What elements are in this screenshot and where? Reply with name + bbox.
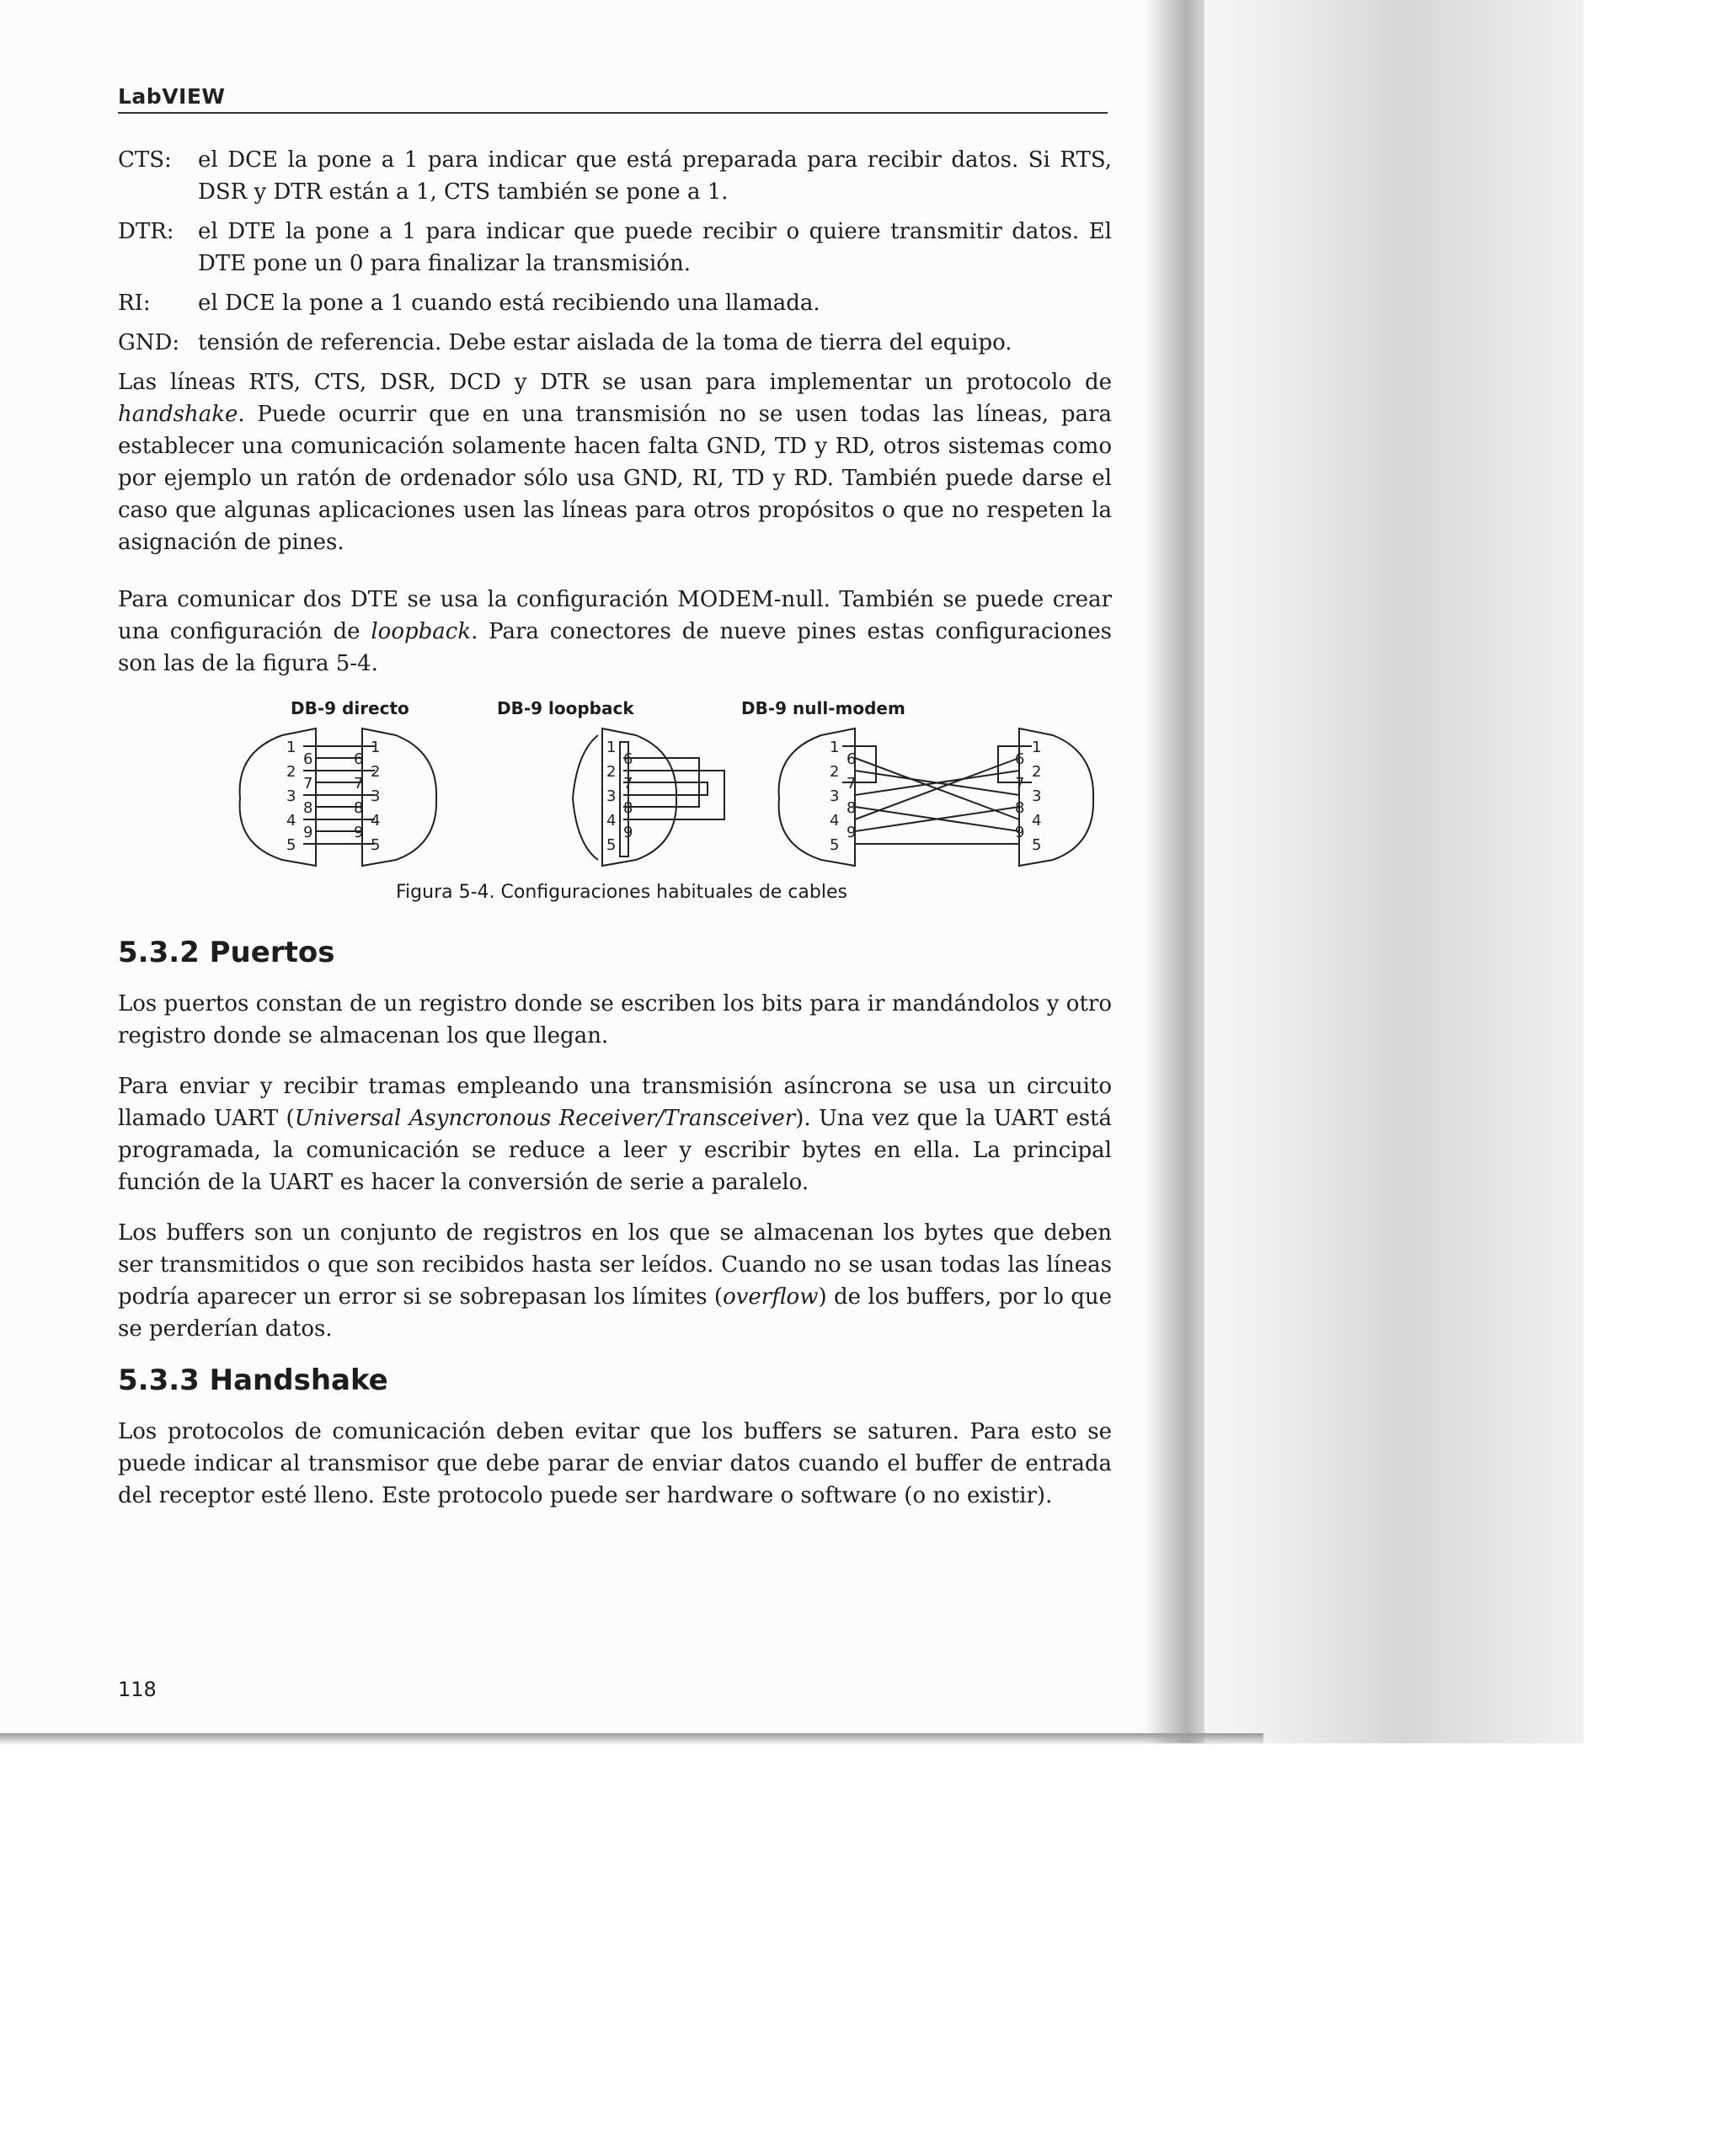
definition-term: RI:: [118, 291, 151, 316]
definition-text: tensión de referencia. Debe estar aislada de la toma de tierra del equipo.: [198, 330, 1012, 355]
pin-label: 9: [354, 824, 364, 841]
pin-label: 6: [846, 750, 857, 768]
paragraph-handshake-lines: [118, 366, 1112, 558]
text-run: . Para conectores de nueve pines estas configuraciones son las de la figura 5-4.: [118, 619, 1112, 676]
connector-right-null-modem: [1019, 728, 1093, 866]
cable-diagrams-svg: [118, 718, 1112, 899]
pin-label: 6: [303, 750, 313, 768]
text-run: Las líneas RTS, CTS, DSR, DCD y DTR se usan para implementar un protocolo de: [118, 370, 1112, 395]
heading-puertos: 5.3.2 Puertos: [118, 936, 335, 969]
text-run: Los buffers son un conjunto de registros en los que se almacenan los bytes que deben ser transmitidos o que son recibidos hasta ser leídos. Cuando no se usan todas las líneas podría aparecer un error si se sobrepasan los límites (: [118, 1220, 1112, 1310]
pin-label: 4: [371, 812, 381, 830]
pin-label: 1: [371, 739, 381, 756]
pin-label: 4: [830, 812, 840, 830]
emphasis: Universal Asyncronous Receiver/Transceiver: [294, 1106, 796, 1131]
label-db9-directo: DB-9 directo: [291, 698, 409, 718]
pin-label: 2: [371, 763, 381, 781]
signal-definitions: [118, 144, 1112, 359]
emphasis: loopback: [371, 619, 472, 644]
pin-label: 3: [606, 787, 617, 805]
pin-label: 6: [354, 750, 364, 768]
pin-label: 8: [1015, 799, 1025, 817]
paragraph-handshake: Los protocolos de comunicación deben evitar que los buffers se saturen. Para esto se puede indicar al transmisor que debe parar de enviar datos cuando el buffer de entrada del receptor esté lleno. Este protocolo puede ser hardware o software (o no existir).: [118, 1419, 1112, 1508]
pin-label: 7: [303, 775, 313, 792]
definition-term: DTR:: [118, 219, 174, 244]
text-run: Para enviar y recibir tramas empleando una transmisión asíncrona se usa un circuito llamado UART (: [118, 1074, 1112, 1131]
label-db9-loopback: DB-9 loopback: [497, 698, 634, 718]
pin-label: 4: [286, 812, 296, 830]
figure-caption: Figura 5-4. Configuraciones habituales de cables: [396, 882, 847, 903]
pin-label: 5: [606, 836, 617, 854]
pin-label: 3: [1032, 787, 1042, 805]
connector-left-null-modem: [779, 728, 855, 866]
pin-label: 7: [623, 775, 633, 792]
connector-left-directo: [240, 728, 316, 866]
pin-label: 5: [371, 836, 381, 854]
definition-text: el DTE la pone a 1 para indicar que puede recibir o quiere transmitir datos. El DTE pone un 0 para finalizar la transmisión.: [198, 219, 1112, 276]
paragraph-puertos-uart: [118, 1070, 1112, 1198]
pin-label: 2: [286, 763, 296, 781]
page-content: [118, 84, 1112, 1530]
pin-label: 2: [1032, 763, 1042, 781]
pin-label: 8: [623, 799, 633, 817]
pin-label: 3: [286, 787, 296, 805]
pin-label: 9: [623, 824, 633, 841]
definition-text: el DCE la pone a 1 cuando está recibiendo una llamada.: [198, 291, 820, 316]
pin-label: 4: [1032, 812, 1042, 830]
pin-label: 4: [606, 812, 617, 830]
pin-label: 2: [830, 763, 840, 781]
paragraph-modem-null: [118, 584, 1112, 680]
pin-label: 7: [1015, 775, 1025, 792]
definition-ri: [118, 287, 1112, 319]
emphasis: handshake: [118, 402, 238, 427]
pin-label: 2: [606, 763, 617, 781]
definition-term: GND:: [118, 330, 180, 355]
pin-label: 1: [830, 739, 840, 756]
emphasis: overflow: [723, 1284, 819, 1310]
pin-label: 9: [846, 824, 857, 841]
page-number: 118: [118, 1678, 157, 1701]
pin-label: 8: [846, 799, 857, 817]
paragraph-puertos-buffers: [118, 1217, 1112, 1345]
pin-label: 3: [830, 787, 840, 805]
pin-label: 7: [354, 775, 364, 792]
pin-label: 1: [606, 739, 617, 756]
pin-label: 1: [286, 739, 296, 756]
pin-label: 9: [303, 824, 313, 841]
pin-label: 5: [1032, 836, 1042, 854]
text-run: ) de los buffers, por lo que se perderían datos.: [118, 1284, 1112, 1342]
label-db9-null-modem: DB-9 null-modem: [741, 698, 905, 718]
paper-bottom-edge: [0, 1733, 1263, 1745]
pin-label: 5: [286, 836, 296, 854]
running-head: LabVIEW: [118, 84, 1108, 114]
text-run: . Puede ocurrir que en una transmisión no se usen todas las líneas, para establecer una comunicación solamente hacen falta GND, TD y RD, otros sistemas como por ejemplo un ratón de ordenador sólo usa GND, RI, TD y RD. También puede darse el caso que algunas aplicaciones usen las líneas para otros propósitos o que no respeten la asignación de pines.: [118, 402, 1112, 555]
paragraph-puertos-1: Los puertos constan de un registro donde se escriben los bits para ir mandándolos y otro registro donde se almacenan los que llegan.: [118, 991, 1112, 1049]
text-run: ). Una vez que la UART está programada, la comunicación se reduce a leer y escribir bytes en ella. La principal función de la UART es hacer la conversión de serie a paralelo.: [118, 1106, 1112, 1195]
pin-label: 7: [846, 775, 857, 792]
definition-term: CTS:: [118, 147, 172, 173]
figure-cable-configurations: [118, 698, 1112, 917]
pin-label: 8: [303, 799, 313, 817]
pin-label: 9: [1015, 824, 1025, 841]
definition-dtr: [118, 216, 1112, 280]
binding-shadow: [1146, 0, 1204, 1743]
pin-label: 6: [623, 750, 633, 768]
heading-handshake: 5.3.3 Handshake: [118, 1364, 388, 1397]
definition-cts: [118, 144, 1112, 208]
pin-label: 1: [1032, 739, 1042, 756]
pin-label: 6: [1015, 750, 1025, 768]
pin-label: 5: [830, 836, 840, 854]
loopback-shell: [573, 735, 598, 860]
definition-text: el DCE la pone a 1 para indicar que está preparada para recibir datos. Si RTS, DSR y DTR están a 1, CTS también se pone a 1.: [198, 147, 1112, 205]
pin-label: 3: [371, 787, 381, 805]
definition-gnd: [118, 327, 1112, 359]
pin-label: 8: [354, 799, 364, 817]
text-run: Para comunicar dos DTE se usa la configuración MODEM-null. También se puede crear una configuración de: [118, 587, 1112, 644]
